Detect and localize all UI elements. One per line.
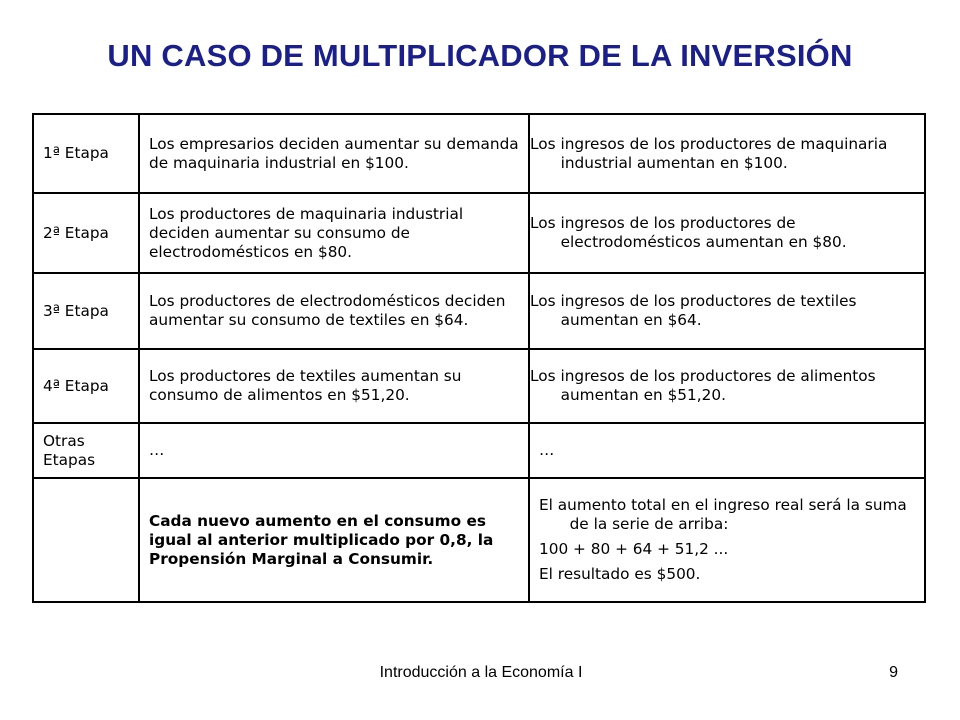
stage-cell: Otras Etapas	[33, 423, 139, 478]
summary-series-line: 100 + 80 + 64 + 51,2 ...	[539, 540, 729, 558]
table-row	[33, 114, 925, 193]
summary-result-cell	[529, 478, 925, 602]
decision-cell: …	[139, 423, 529, 478]
result-cell: Los ingresos de los productores de textiles aumentan en $64.	[529, 273, 925, 349]
footer-course: Introducción a la Economía I	[379, 664, 583, 681]
stage-cell: 4ª Etapa	[33, 349, 139, 423]
summary-decision-cell: Cada nuevo aumento en el consumo es igual al anterior multiplicado por 0,8, la Propensión Marginal a Consumir.	[139, 478, 529, 602]
decision-cell: Los productores de textiles aumentan su consumo de alimentos en $51,20.	[139, 349, 529, 423]
stage-cell	[33, 478, 139, 602]
decision-cell: Los productores de maquinaria industrial deciden aumentar su consumo de electrodomésticos en $80.	[139, 193, 529, 273]
stage-cell: 1ª Etapa	[33, 114, 139, 193]
page-number: 9	[889, 664, 898, 681]
table-row	[33, 193, 925, 273]
table-row	[33, 423, 925, 478]
result-cell: …	[529, 423, 925, 478]
table-row	[33, 273, 925, 349]
table-row	[33, 478, 925, 602]
result-cell: Los ingresos de los productores de maquinaria industrial aumentan en $100.	[529, 114, 925, 193]
decision-cell: Los productores de electrodomésticos deciden aumentar su consumo de textiles en $64.	[139, 273, 529, 349]
stage-cell: 2ª Etapa	[33, 193, 139, 273]
result-cell: Los ingresos de los productores de electrodomésticos aumentan en $80.	[529, 193, 925, 273]
multiplier-table	[32, 113, 926, 603]
decision-cell: Los empresarios deciden aumentar su demanda de maquinaria industrial en $100.	[139, 114, 529, 193]
summary-result-line: El aumento total en el ingreso real será la suma de la serie de arriba:	[539, 496, 907, 533]
slide-title: UN CASO DE MULTIPLICADOR DE LA INVERSIÓN	[107, 38, 853, 73]
result-cell: Los ingresos de los productores de alimentos aumentan en $51,20.	[529, 349, 925, 423]
table-row	[33, 349, 925, 423]
stage-cell: 3ª Etapa	[33, 273, 139, 349]
summary-total-line: El resultado es $500.	[539, 565, 701, 583]
